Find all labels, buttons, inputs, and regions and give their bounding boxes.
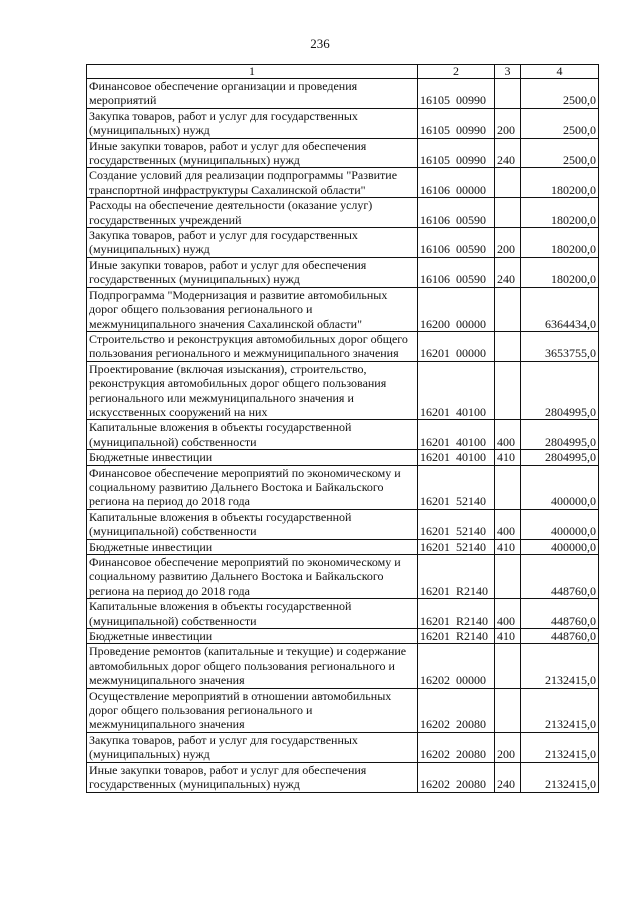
table-row bbox=[87, 465, 599, 509]
row-amount-cell: 180200,0 bbox=[521, 228, 599, 258]
row-name-cell: Закупка товаров, работ и услуг для государственных (муниципальных) нужд bbox=[87, 228, 418, 258]
row-amount-cell: 400000,0 bbox=[521, 509, 599, 539]
column-header-1: 1 bbox=[87, 65, 418, 79]
column-header-2: 2 bbox=[418, 65, 495, 79]
row-type-cell bbox=[495, 198, 521, 228]
row-type-cell: 200 bbox=[495, 732, 521, 762]
row-code-cell: 16105 00990 bbox=[418, 108, 495, 138]
budget-table bbox=[86, 64, 599, 793]
row-name-cell: Закупка товаров, работ и услуг для государственных (муниципальных) нужд bbox=[87, 732, 418, 762]
row-code-cell: 16202 20080 bbox=[418, 762, 495, 792]
row-amount-cell: 448760,0 bbox=[521, 629, 599, 644]
row-type-cell: 200 bbox=[495, 108, 521, 138]
row-type-cell bbox=[495, 688, 521, 732]
row-code-cell: 16202 20080 bbox=[418, 688, 495, 732]
table-body bbox=[87, 79, 599, 793]
table-row bbox=[87, 168, 599, 198]
row-amount-cell: 2500,0 bbox=[521, 79, 599, 109]
row-amount-cell: 2804995,0 bbox=[521, 450, 599, 465]
row-type-cell: 240 bbox=[495, 762, 521, 792]
row-amount-cell: 2132415,0 bbox=[521, 644, 599, 688]
table-row bbox=[87, 420, 599, 450]
row-amount-cell: 2804995,0 bbox=[521, 420, 599, 450]
table-row bbox=[87, 509, 599, 539]
table-row bbox=[87, 599, 599, 629]
table-row bbox=[87, 688, 599, 732]
row-name-cell: Строительство и реконструкция автомобильных дорог общего пользования регионального и межмуниципального значения bbox=[87, 331, 418, 361]
row-code-cell: 16106 00590 bbox=[418, 257, 495, 287]
row-name-cell: Создание условий для реализации подпрограммы "Развитие транспортной инфраструктуры Сахалинской области" bbox=[87, 168, 418, 198]
table-row bbox=[87, 361, 599, 420]
table-row bbox=[87, 629, 599, 644]
row-name-cell: Бюджетные инвестиции bbox=[87, 539, 418, 554]
row-code-cell: 16106 00590 bbox=[418, 228, 495, 258]
table-row bbox=[87, 108, 599, 138]
row-code-cell: 16105 00990 bbox=[418, 79, 495, 109]
row-name-cell: Иные закупки товаров, работ и услуг для обеспечения государственных (муниципальных) нужд bbox=[87, 762, 418, 792]
row-type-cell bbox=[495, 79, 521, 109]
row-amount-cell: 6364434,0 bbox=[521, 287, 599, 331]
row-name-cell: Расходы на обеспечение деятельности (оказание услуг) государственных учреждений bbox=[87, 198, 418, 228]
row-amount-cell: 448760,0 bbox=[521, 599, 599, 629]
row-type-cell bbox=[495, 465, 521, 509]
row-amount-cell: 400000,0 bbox=[521, 539, 599, 554]
table-row bbox=[87, 555, 599, 599]
row-name-cell: Подпрограмма "Модернизация и развитие автомобильных дорог общего пользования регионального и межмуниципального значения Сахалинской области" bbox=[87, 287, 418, 331]
row-name-cell: Финансовое обеспечение организации и проведения мероприятий bbox=[87, 79, 418, 109]
row-amount-cell: 400000,0 bbox=[521, 465, 599, 509]
row-code-cell: 16201 40100 bbox=[418, 450, 495, 465]
row-code-cell: 16201 52140 bbox=[418, 465, 495, 509]
table-header-row bbox=[87, 65, 599, 79]
row-code-cell: 16200 00000 bbox=[418, 287, 495, 331]
row-amount-cell: 2132415,0 bbox=[521, 688, 599, 732]
row-name-cell: Капитальные вложения в объекты государственной (муниципальной) собственности bbox=[87, 420, 418, 450]
row-type-cell bbox=[495, 331, 521, 361]
row-code-cell: 16202 20080 bbox=[418, 732, 495, 762]
row-name-cell: Финансовое обеспечение мероприятий по экономическому и социальному развитию Дальнего Востока и Байкальского региона на период до 2018 года bbox=[87, 555, 418, 599]
table-row bbox=[87, 79, 599, 109]
table-row bbox=[87, 539, 599, 554]
row-amount-cell: 3653755,0 bbox=[521, 331, 599, 361]
row-code-cell: 16105 00990 bbox=[418, 138, 495, 168]
row-amount-cell: 2132415,0 bbox=[521, 732, 599, 762]
row-name-cell: Финансовое обеспечение мероприятий по экономическому и социальному развитию Дальнего Востока и Байкальского региона на период до 2018 года bbox=[87, 465, 418, 509]
table-row bbox=[87, 331, 599, 361]
row-code-cell: 16201 R2140 bbox=[418, 555, 495, 599]
row-code-cell: 16201 52140 bbox=[418, 539, 495, 554]
row-code-cell: 16201 00000 bbox=[418, 331, 495, 361]
row-type-cell: 240 bbox=[495, 138, 521, 168]
table-row bbox=[87, 450, 599, 465]
row-name-cell: Капитальные вложения в объекты государственной (муниципальной) собственности bbox=[87, 509, 418, 539]
row-type-cell: 410 bbox=[495, 629, 521, 644]
row-code-cell: 16106 00000 bbox=[418, 168, 495, 198]
page-number: 236 bbox=[310, 36, 330, 51]
row-type-cell: 400 bbox=[495, 420, 521, 450]
row-type-cell bbox=[495, 644, 521, 688]
row-amount-cell: 2500,0 bbox=[521, 138, 599, 168]
row-amount-cell: 180200,0 bbox=[521, 198, 599, 228]
row-name-cell: Бюджетные инвестиции bbox=[87, 450, 418, 465]
row-type-cell: 410 bbox=[495, 450, 521, 465]
row-name-cell: Проектирование (включая изыскания), строительство, реконструкция автомобильных дорог общего пользования регионального или межмуниципального значения и искусственных сооружений на них bbox=[87, 361, 418, 420]
row-type-cell bbox=[495, 287, 521, 331]
row-type-cell bbox=[495, 361, 521, 420]
row-amount-cell: 2132415,0 bbox=[521, 762, 599, 792]
table-row bbox=[87, 732, 599, 762]
row-amount-cell: 180200,0 bbox=[521, 257, 599, 287]
row-name-cell: Иные закупки товаров, работ и услуг для обеспечения государственных (муниципальных) нужд bbox=[87, 257, 418, 287]
row-name-cell: Проведение ремонтов (капитальные и текущие) и содержание автомобильных дорог общего пользования регионального и межмуниципального значения bbox=[87, 644, 418, 688]
column-header-3: 3 bbox=[495, 65, 521, 79]
table-row bbox=[87, 644, 599, 688]
row-amount-cell: 180200,0 bbox=[521, 168, 599, 198]
row-name-cell: Осуществление мероприятий в отношении автомобильных дорог общего пользования регионального и межмуниципального значения bbox=[87, 688, 418, 732]
table-row bbox=[87, 762, 599, 792]
row-amount-cell: 2804995,0 bbox=[521, 361, 599, 420]
row-type-cell: 410 bbox=[495, 539, 521, 554]
row-name-cell: Бюджетные инвестиции bbox=[87, 629, 418, 644]
row-amount-cell: 2500,0 bbox=[521, 108, 599, 138]
row-type-cell bbox=[495, 555, 521, 599]
row-code-cell: 16201 R2140 bbox=[418, 599, 495, 629]
row-code-cell: 16106 00590 bbox=[418, 198, 495, 228]
row-type-cell: 400 bbox=[495, 599, 521, 629]
row-code-cell: 16201 52140 bbox=[418, 509, 495, 539]
row-name-cell: Закупка товаров, работ и услуг для государственных (муниципальных) нужд bbox=[87, 108, 418, 138]
row-code-cell: 16201 R2140 bbox=[418, 629, 495, 644]
row-type-cell: 400 bbox=[495, 509, 521, 539]
row-code-cell: 16201 40100 bbox=[418, 420, 495, 450]
row-code-cell: 16201 40100 bbox=[418, 361, 495, 420]
table-row bbox=[87, 138, 599, 168]
table-row bbox=[87, 228, 599, 258]
table-row bbox=[87, 287, 599, 331]
table-row bbox=[87, 257, 599, 287]
row-type-cell bbox=[495, 168, 521, 198]
row-code-cell: 16202 00000 bbox=[418, 644, 495, 688]
row-name-cell: Иные закупки товаров, работ и услуг для обеспечения государственных (муниципальных) нужд bbox=[87, 138, 418, 168]
row-type-cell: 240 bbox=[495, 257, 521, 287]
row-amount-cell: 448760,0 bbox=[521, 555, 599, 599]
row-type-cell: 200 bbox=[495, 228, 521, 258]
table-row bbox=[87, 198, 599, 228]
row-name-cell: Капитальные вложения в объекты государственной (муниципальной) собственности bbox=[87, 599, 418, 629]
column-header-4: 4 bbox=[521, 65, 599, 79]
